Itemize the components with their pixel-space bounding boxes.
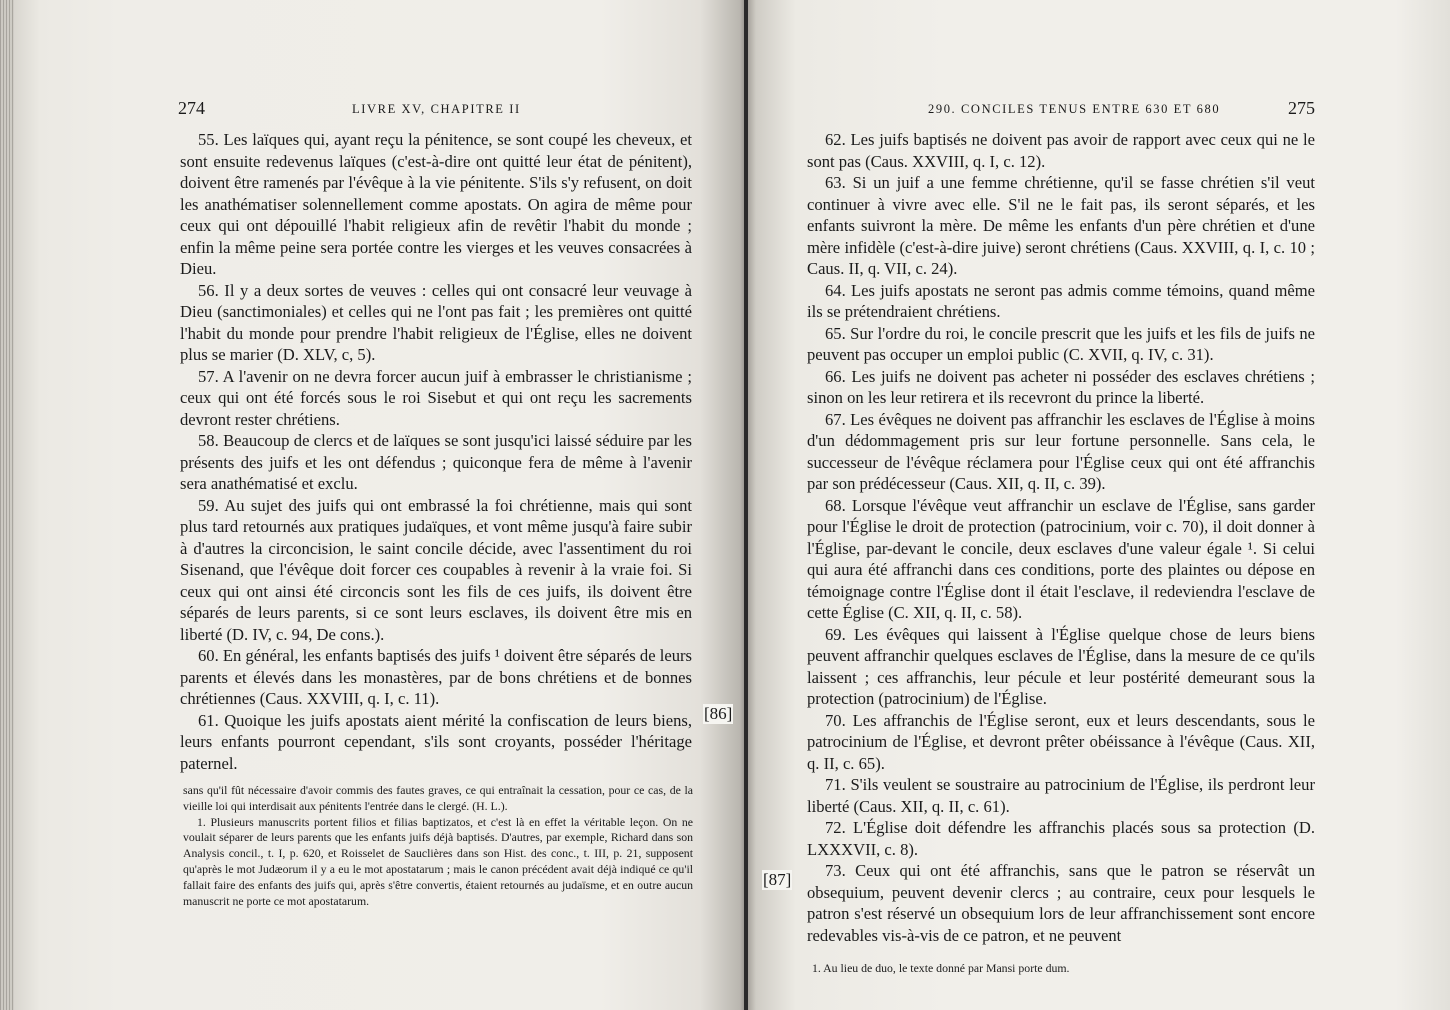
paragraph-64: 64. Les juifs apostats ne seront pas admis comme témoins, quand même ils se prétendraient chrétiens. — [807, 280, 1315, 321]
book-gutter — [744, 0, 748, 1010]
page-edge — [0, 0, 14, 1010]
page-number: 274 — [178, 98, 205, 118]
paragraph-66: 66. Les juifs ne doivent pas acheter ni posséder des esclaves chrétiens ; sinon on les leur retirera et ils recevront du prince la liberté. — [807, 366, 1315, 407]
paragraph-62: 62. Les juifs baptisés ne doivent pas avoir de rapport avec ceux qui ne le sont pas (Caus. XXVIII, q. I, c. 12). — [807, 130, 1315, 171]
paragraph-58: 58. Beaucoup de clercs et de laïques se sont jusqu'ici laissé séduire par les présents des juifs et les ont défendus ; quiconque fera de même à l'avenir sera anathématisé et exclu. — [180, 431, 692, 493]
running-title: 290. CONCILES TENUS ENTRE 630 ET 680 — [928, 102, 1221, 116]
footnote-continued: sans qu'il fût nécessaire d'avoir commis des fautes graves, ce qui entraînait la cessation, pour ce cas, de la vieille loi qui interdisait aux pénitents l'entrée dans le clergé. (H. L.). — [183, 783, 693, 813]
paragraph-55: 55. Les laïques qui, ayant reçu la pénitence, se sont coupé les cheveux, et sont ensuite redevenus laïques (c'est-à-dire ont quitté leur état de pénitent), doivent être ramenés par l'évêque à la vie pénitente. S'ils s'y refusent, on doit les anathématiser solennellement comme apostats. On agira de même pour ceux qui ont dépouillé l'habit religieux afin de revêtir l'habit du monde ; enfin la même peine sera portée contre les vierges et les veuves consacrées à Dieu. — [180, 130, 692, 278]
footnote-1: 1. Plusieurs manuscrits portent filios et filias baptizatos, et c'est là en effet la véritable leçon. On ne voulait séparer de leurs parents que les enfants juifs déjà baptisés. D'autres, par exemple, Richard dans son Analysis concil., t. I, p. 620, et Roisselet de Sauclières dans son Hist. des conc., t. III, p. 21, supposent qu'après le mot Judæorum il y a eu le mot apostatarum ; mais le canon précédent avait déjà indiqué ce qu'il fallait faire des enfants des juifs qui, après s'être convertis, étaient retournés au judaïsme, et en outre aucun manuscrit ne porte ce mot apostatarum. — [183, 814, 693, 908]
paragraph-68: 68. Lorsque l'évêque veut affranchir un esclave de l'Église, sans garder pour l'Église le droit de protection (patrocinium, voir c. 70), il doit donner à l'Église, par-devant le concile, deux esclaves d'une valeur égale ¹. Si celui qui aura été affranchi dans ces conditions, porte des plaintes ou dépose en témoignage contre l'Église dont il était l'esclave, il redeviendra l'esclave de cette Église (C. XII, q. II, c. 58). — [807, 495, 1315, 622]
paragraph-69: 69. Les évêques qui laissent à l'Église quelque chose de leurs biens peuvent affranchir quelques esclaves de l'Église, dans la mesure de ce qu'ils laissent ; ces affranchis, leur pécule et leur postérité demeurant sous la protection (patrocinium) de l'Église. — [807, 624, 1315, 708]
right-page — [746, 0, 1450, 1010]
paragraph-72: 72. L'Église doit défendre les affranchis placés sous sa protection (D. LXXXVII, c. 8). — [807, 818, 1315, 859]
paragraph-56: 56. Il y a deux sortes de veuves : celles qui ont consacré leur veuvage à Dieu (sanctimoniales) et celles qui ne l'ont pas fait ; les premières ont quitté l'habit du monde pour prendre l'habit religieux de l'Église, elles ne doivent plus se marier (D. XLV, c, 5). — [180, 280, 692, 364]
left-body — [180, 129, 692, 774]
paragraph-60: 60. En général, les enfants baptisés des juifs ¹ doivent être séparés de leurs parents et élevés dans les monastères, par de bons chrétiens et de bonnes chrétiennes (Caus. XXVIII, q. I, c. 11). — [180, 646, 692, 708]
footnote-1: 1. Au lieu de duo, le texte donné par Mansi porte dum. — [812, 961, 1070, 975]
paragraph-59: 59. Au sujet des juifs qui ont embrassé la foi chrétienne, mais qui sont plus tard retournés aux pratiques judaïques, et vont même jusqu'à faire subir à d'autres la circoncision, le saint concile décide, avec l'assentiment du roi Sisenand, que l'évêque doit forcer ces coupables à revenir à la vraie foi. Si ceux qui ont ainsi été circoncis sont les fils de ces juifs, ils doivent être séparés de leurs parents, si ce sont leurs esclaves, ils doivent être mis en liberté (D. IV, c. 94, De cons.). — [180, 495, 692, 644]
paragraph-71: 71. S'ils veulent se soustraire au patrocinium de l'Église, ils perdront leur liberté (Caus. XII, q. II, c. 61). — [807, 775, 1315, 816]
margin-mark-left: [86] — [704, 704, 733, 723]
margin-mark-right: [87] — [763, 870, 792, 889]
left-footnotes — [183, 783, 693, 909]
paragraph-57: 57. A l'avenir on ne devra forcer aucun juif à embrasser le christianisme ; ceux qui ont été forcés sous le roi Sisebut et qui ont reçu les sacrements devront rester chrétiens. — [180, 366, 692, 429]
paragraph-67: 67. Les évêques ne doivent pas affranchir les esclaves de l'Église à moins d'un dédommagement pris sur leur fortune personnelle. Sans cela, le successeur de l'évêque réclamera pour l'Église ceux qui ont été affranchis par son prédécesseur (Caus. XII, q. II, c. 39). — [807, 409, 1315, 493]
paragraph-61: 61. Quoique les juifs apostats aient mérité la confiscation de leurs biens, leurs enfants pourront cependant, s'ils sont croyants, posséder l'héritage paternel. — [180, 710, 692, 773]
paragraph-70: 70. Les affranchis de l'Église seront, eux et leurs descendants, sous le patrocinium de l'Église, et devront prêter obéissance à l'évêque (Caus. XII, q. II, c. 65). — [807, 710, 1315, 773]
page-number: 275 — [1288, 98, 1315, 118]
running-title: LIVRE XV, CHAPITRE II — [352, 102, 521, 116]
right-footnotes — [812, 961, 1312, 977]
paragraph-63: 63. Si un juif a une femme chrétienne, qu'il se fasse chrétien s'il veut continuer à vivre avec elle. S'il ne le fait pas, ils seront séparés, et les enfants suivront la mère. De même les enfants d'un père chrétien et d'une mère infidèle (c'est-à-dire juive) seront chrétiens (Caus. XXVIII, q. I, c. 10 ; Caus. II, q. VII, c. 24). — [807, 173, 1315, 278]
paragraph-73: 73. Ceux qui ont été affranchis, sans que le patron se réservât un obsequium, peuvent devenir clercs ; au contraire, ceux pour lesquels le patron s'est réservé un obsequium lors de leur affranchissement sont encore redevables vis-à-vis de ce patron, et ne peuvent — [807, 861, 1315, 945]
paragraph-65: 65. Sur l'ordre du roi, le concile prescrit que les juifs et les fils de juifs ne peuvent pas occuper un emploi public (C. XVII, q. IV, c. 31). — [807, 323, 1315, 364]
right-body — [807, 129, 1315, 946]
